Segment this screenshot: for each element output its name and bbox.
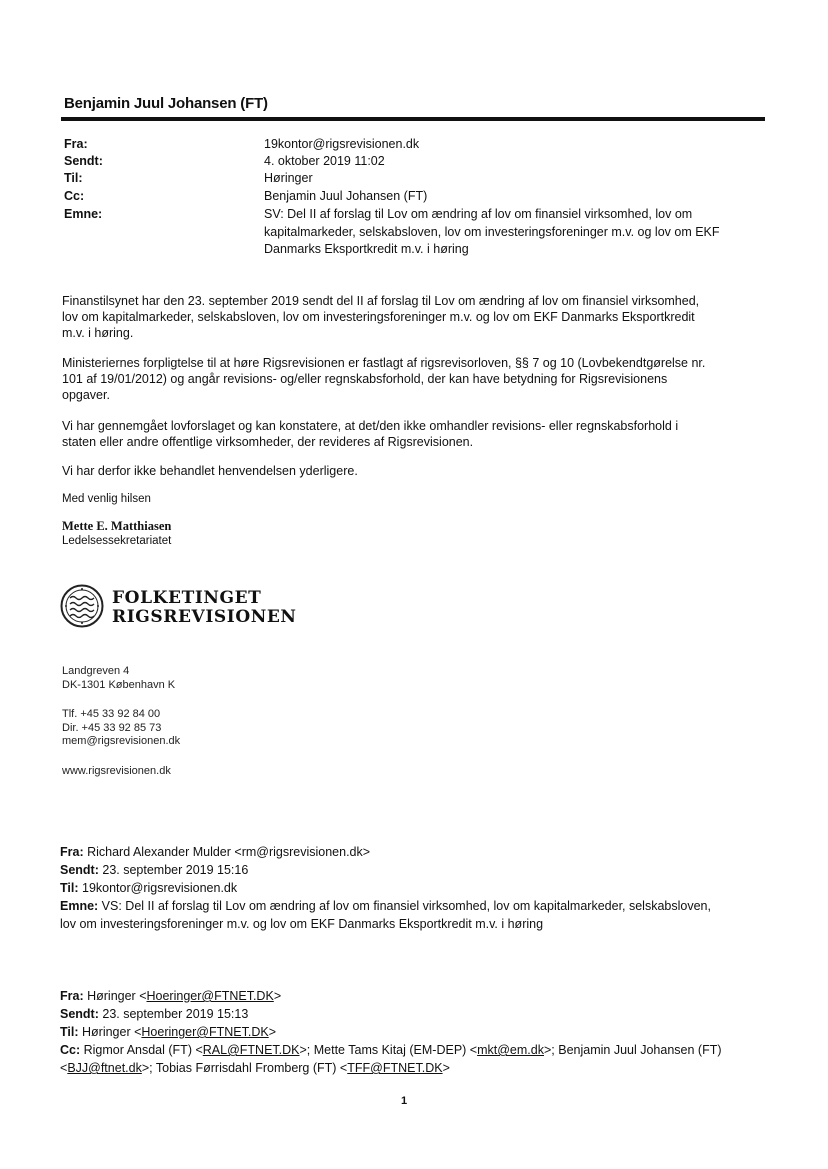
- cc-email-link[interactable]: TFF@FTNET.DK: [347, 1061, 443, 1075]
- forward-2-from: [60, 987, 760, 1005]
- cc-email-link[interactable]: BJJ@ftnet.dk: [67, 1061, 142, 1075]
- cc-text: >; Mette Tams Kitaj (EM-DEP) <: [299, 1043, 478, 1057]
- paragraph-2: [62, 355, 762, 403]
- logo-line-rigsrevisionen: RIGSREVISIONEN: [112, 607, 297, 627]
- subject-label: Emne:: [60, 899, 99, 913]
- sent-label: Sendt:: [64, 154, 103, 168]
- text-line: 101 af 19/01/2012) og angår revisions- og/eller regnskabsforhold, der kan have betydning for Rigsrevisionens: [62, 372, 668, 386]
- street: Landgreven 4: [62, 665, 130, 677]
- sender-name: Benjamin Juul Johansen (FT): [64, 95, 268, 112]
- cc-label: Cc:: [60, 1043, 81, 1057]
- text-line: lov om kapitalmarkeder, selskabsloven, lov om investeringsforeninger m.v. og lov om EKF Danmarks Eksportkredit: [62, 310, 695, 324]
- paragraph-1: [62, 293, 762, 341]
- city: DK-1301 København K: [62, 678, 176, 691]
- contact-email: mem@rigsrevisionen.dk: [62, 735, 181, 747]
- cc-text: <: [60, 1061, 68, 1075]
- phone-direct: Dir. +45 33 92 85 73: [62, 721, 162, 734]
- text-line: opgaver.: [62, 388, 110, 402]
- signer-department: Ledelsessekretariatet: [62, 535, 172, 547]
- from-label: Fra:: [64, 137, 88, 151]
- logo-line-folketinget: FOLKETINGET: [112, 588, 262, 608]
- forward-2-cc: [60, 1041, 760, 1059]
- cc-text: >; Benjamin Juul Johansen (FT): [543, 1043, 722, 1057]
- folketinget-seal-icon: [60, 584, 104, 628]
- cc-value: Benjamin Juul Johansen (FT): [264, 189, 428, 203]
- subject-value: [264, 206, 764, 259]
- sent-value: 23. september 2019 15:16: [98, 863, 249, 877]
- subject-line: Danmarks Eksportkredit m.v. i høring: [264, 242, 469, 256]
- from-label: Fra:: [60, 845, 84, 859]
- forward-2-sent: [60, 1005, 760, 1023]
- subject-line: kapitalmarkeder, selskabsloven, lov om investeringsforeninger m.v. og lov om EKF: [264, 224, 720, 239]
- paragraph-3: [62, 418, 762, 450]
- forward-1-subject-cont: lov om investeringsforeninger m.v. og lov om EKF Danmarks Eksportkredit m.v. i høring: [60, 917, 544, 931]
- text-line: Ministeriernes forpligtelse til at høre Rigsrevisionen er fastlagt af rigsrevisorloven, §§ 7 og 10 (Lovbekendtgørelse nr.: [62, 356, 706, 370]
- forward-1-from: [60, 843, 760, 861]
- to-label: Til:: [60, 881, 79, 895]
- website: www.rigsrevisionen.dk: [62, 765, 171, 777]
- cc-text: Rigmor Ansdal (FT) <: [80, 1043, 203, 1057]
- sent-value: 4. oktober 2019 11:02: [264, 154, 385, 168]
- bracket: >: [273, 989, 282, 1003]
- forward-1-subject: [60, 897, 760, 915]
- to-email-link[interactable]: Hoeringer@FTNET.DK: [141, 1025, 269, 1039]
- text-line: Vi har gennemgået lovforslaget og kan konstatere, at det/den ikke omhandler revisions- eller regnskabsforhold i: [62, 419, 679, 433]
- phone-main: Tlf. +45 33 92 84 00: [62, 708, 161, 720]
- to-label: Til:: [64, 171, 83, 185]
- cc-label: Cc:: [64, 189, 85, 203]
- text-line: Finanstilsynet har den 23. september 2019 sendt del II af forslag til Lov om ændring af lov om finansiel virksomhed,: [62, 294, 700, 308]
- from-name: Høringer <: [83, 989, 147, 1003]
- paragraph-4: Vi har derfor ikke behandlet henvendelsen yderligere.: [62, 464, 358, 478]
- cc-text: >; Tobias Førrisdahl Fromberg (FT) <: [141, 1061, 348, 1075]
- to-label: Til:: [60, 1025, 79, 1039]
- subject-label: Emne:: [64, 207, 103, 221]
- text-line: staten eller andre offentlige virksomheder, der revideres af Rigsrevisionen.: [62, 435, 474, 449]
- sent-value: 23. september 2019 15:13: [98, 1007, 249, 1021]
- forward-1-block: [60, 843, 760, 933]
- from-value: Richard Alexander Mulder <rm@rigsrevisionen.dk>: [83, 845, 371, 859]
- greeting: Med venlig hilsen: [62, 493, 151, 505]
- to-value: 19kontor@rigsrevisionen.dk: [78, 881, 238, 895]
- from-label: Fra:: [60, 989, 84, 1003]
- subject-value: VS: Del II af forslag til Lov om ændring af lov om finansiel virksomhed, lov om kapitalmarkeder, selskabsloven,: [98, 899, 711, 913]
- sent-label: Sendt:: [60, 1007, 99, 1021]
- to-name: Høringer <: [78, 1025, 142, 1039]
- header-divider: [61, 117, 765, 121]
- page-number: 1: [401, 1095, 408, 1107]
- forward-2-cc-cont: [60, 1059, 760, 1077]
- forward-2-to: [60, 1023, 760, 1041]
- forward-1-sent: [60, 861, 760, 879]
- from-email-link[interactable]: Hoeringer@FTNET.DK: [146, 989, 274, 1003]
- forward-1-to: [60, 879, 760, 897]
- from-value: 19kontor@rigsrevisionen.dk: [264, 137, 420, 151]
- text-line: m.v. i høring.: [62, 326, 134, 340]
- address-block: [62, 665, 175, 692]
- phone-block: [62, 708, 180, 749]
- cc-email-link[interactable]: mkt@em.dk: [477, 1043, 544, 1057]
- cc-email-link[interactable]: RAL@FTNET.DK: [202, 1043, 300, 1057]
- sent-label: Sendt:: [60, 863, 99, 877]
- subject-line: SV: Del II af forslag til Lov om ændring af lov om finansiel virksomhed, lov om: [264, 207, 693, 221]
- cc-text: >: [442, 1061, 450, 1075]
- signer-name: Mette E. Matthiasen: [62, 519, 172, 533]
- to-value: Høringer: [264, 171, 313, 185]
- forward-2-block: [60, 987, 760, 1077]
- bracket: >: [268, 1025, 277, 1039]
